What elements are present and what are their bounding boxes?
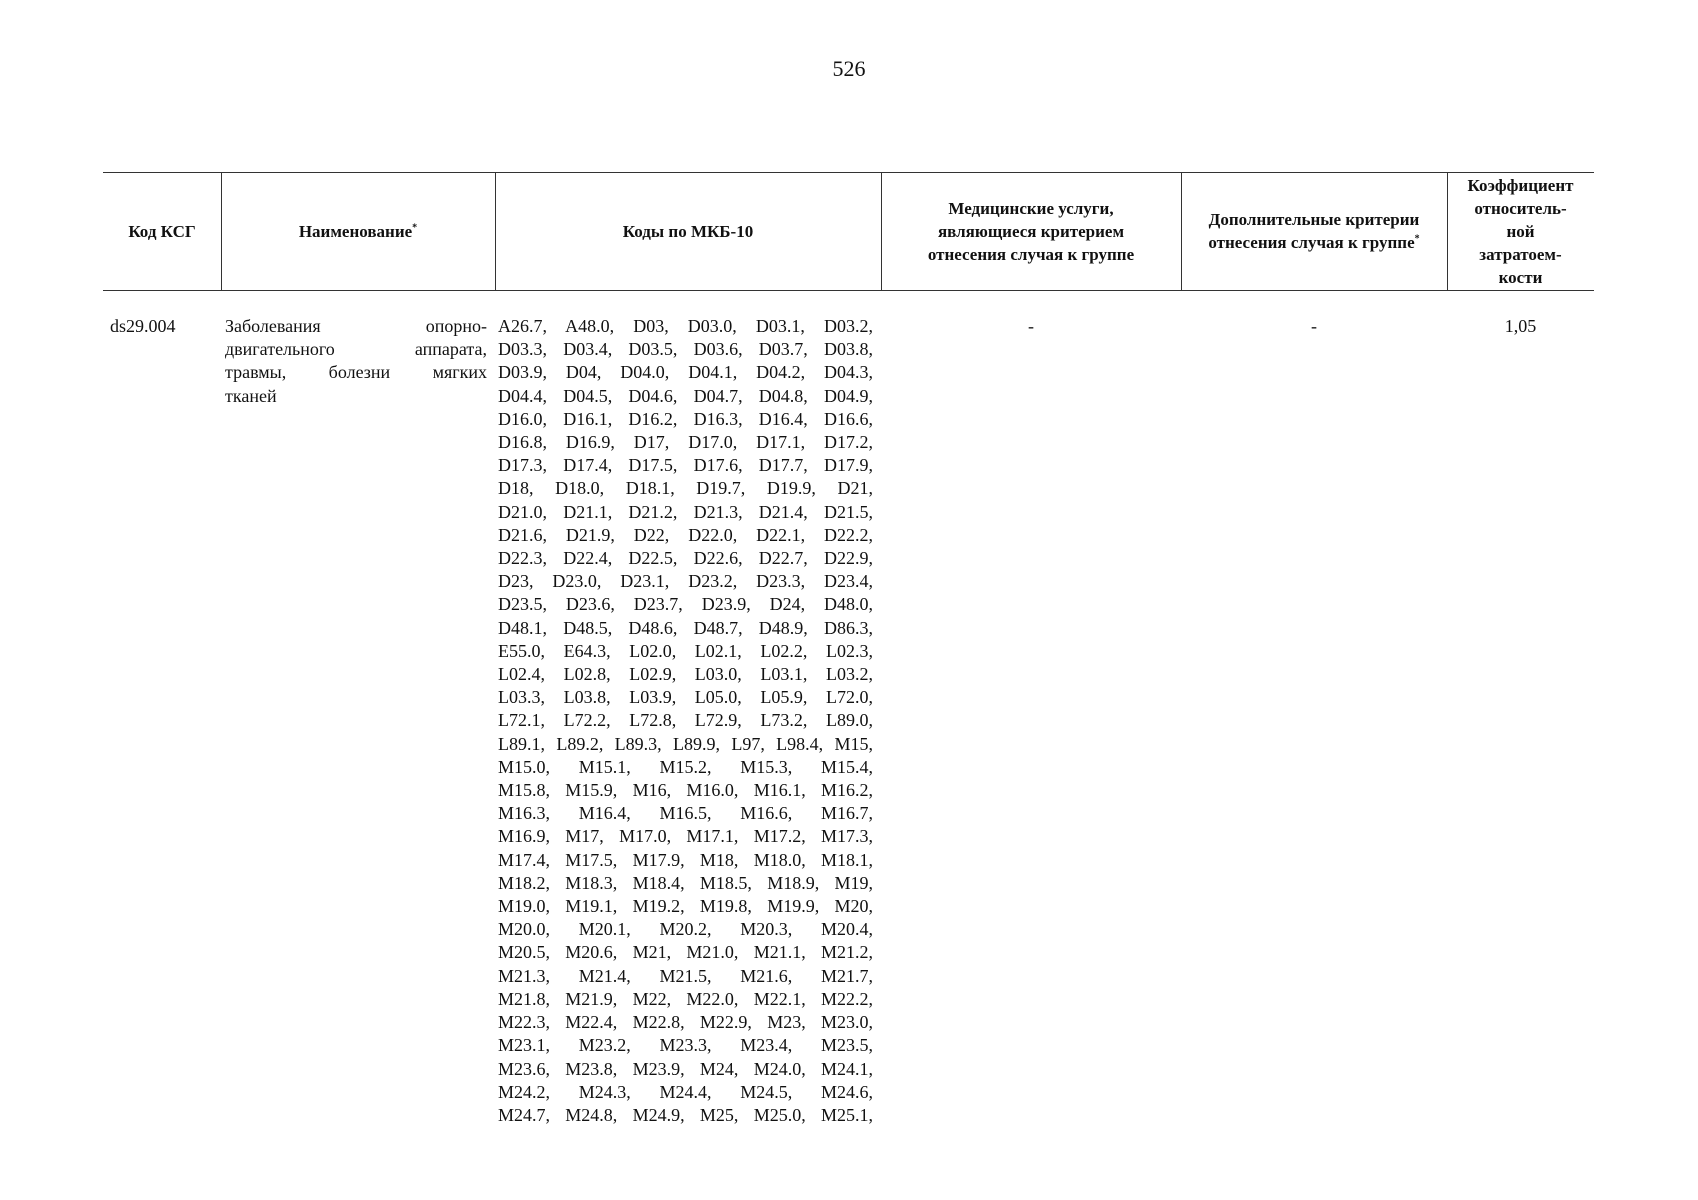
mkb-code-line: M21.3, M21.4, M21.5, M21.6, M21.7, (498, 965, 873, 986)
mkb-code-line: M23.6, M23.8, M23.9, M24, M24.0, M24.1, (498, 1058, 873, 1079)
header-mkb (495, 172, 881, 290)
header-name-label: Наименование* (298, 221, 418, 241)
mkb-code-line: D04.4, D04.5, D04.6, D04.7, D04.8, D04.9, (498, 385, 873, 406)
row-name-line: травмы, болезни мягких (225, 362, 487, 383)
mkb-code-line: D21.6, D21.9, D22, D22.0, D22.1, D22.2, (498, 524, 873, 545)
row-name-line: Заболевания опорно- (225, 316, 487, 336)
row-coefficient: 1,05 (1504, 316, 1537, 336)
mkb-code-line: D17.3, D17.4, D17.5, D17.6, D17.7, D17.9, (498, 455, 873, 476)
row-name (225, 315, 487, 408)
row-mkb-codes (498, 315, 873, 1127)
header-coefficient-label: Коэффициент относитель- ной затратоем- кости (1467, 175, 1574, 287)
header-bottom-rule (103, 290, 1594, 291)
header-code-label: Код КСГ (128, 221, 196, 241)
mkb-code-line: M20.0, M20.1, M20.2, M20.3, M20.4, (498, 919, 873, 940)
mkb-code-line: M16.3, M16.4, M16.5, M16.6, M16.7, (498, 803, 873, 824)
mkb-code-line: D16.8, D16.9, D17, D17.0, D17.1, D17.2, (498, 432, 873, 453)
mkb-code-line: M24.7, M24.8, M24.9, M25, M25.0, M25.1, (498, 1104, 873, 1125)
mkb-code-line: D23, D23.0, D23.1, D23.2, D23.3, D23.4, (498, 571, 873, 592)
header-criteria-label: Дополнительные критерии отнесения случая к группе* (1208, 210, 1420, 252)
header-criteria (1181, 172, 1447, 290)
mkb-code-line: L02.4, L02.8, L02.9, L03.0, L03.1, L03.2, (498, 664, 873, 685)
header-code (103, 172, 221, 290)
mkb-code-line: M21.8, M21.9, M22, M22.0, M22.1, M22.2, (498, 988, 873, 1009)
mkb-code-line: M18.2, M18.3, M18.4, M18.5, M18.9, M19, (498, 872, 873, 893)
mkb-code-line: M19.0, M19.1, M19.2, M19.8, M19.9, M20, (498, 896, 873, 917)
row-medical-services: - (1028, 316, 1034, 336)
header-services (881, 172, 1181, 290)
mkb-code-line: D22.3, D22.4, D22.5, D22.6, D22.7, D22.9, (498, 548, 873, 569)
mkb-code-line: M15.0, M15.1, M15.2, M15.3, M15.4, (498, 756, 873, 777)
mkb-code-line: D03.3, D03.4, D03.5, D03.6, D03.7, D03.8, (498, 339, 873, 360)
row-name-line: тканей (225, 385, 277, 406)
mkb-code-line: D16.0, D16.1, D16.2, D16.3, D16.4, D16.6, (498, 408, 873, 429)
mkb-code-line: L72.1, L72.2, L72.8, L72.9, L73.2, L89.0, (498, 710, 873, 731)
row-additional-criteria: - (1311, 316, 1317, 336)
header-criteria-footnote-mark: * (1414, 233, 1420, 245)
mkb-code-line: D03.9, D04, D04.0, D04.1, D04.2, D04.3, (498, 362, 873, 383)
mkb-code-line: L03.3, L03.8, L03.9, L05.0, L05.9, L72.0, (498, 687, 873, 708)
mkb-code-line: M24.2, M24.3, M24.4, M24.5, M24.6, (498, 1081, 873, 1102)
mkb-code-line: M15.8, M15.9, M16, M16.0, M16.1, M16.2, (498, 780, 873, 801)
header-services-label: Медицинские услуги, являющиеся критерием отнесения случая к группе (927, 198, 1135, 264)
header-name-footnote-mark: * (412, 221, 418, 233)
row-name-line: двигательного аппарата, (225, 339, 487, 360)
mkb-code-line: M17.4, M17.5, M17.9, M18, M18.0, M18.1, (498, 849, 873, 870)
header-mkb-label: Коды по МКБ-10 (622, 221, 754, 241)
mkb-code-line: M20.5, M20.6, M21, M21.0, M21.1, M21.2, (498, 942, 873, 963)
mkb-code-line: A26.7, A48.0, D03, D03.0, D03.1, D03.2, (498, 316, 873, 336)
mkb-code-line: D21.0, D21.1, D21.2, D21.3, D21.4, D21.5, (498, 501, 873, 522)
page-number: 526 (832, 56, 866, 81)
header-coefficient (1447, 172, 1594, 290)
mkb-code-line: D23.5, D23.6, D23.7, D23.9, D24, D48.0, (498, 594, 873, 615)
mkb-code-line: M22.3, M22.4, M22.8, M22.9, M23, M23.0, (498, 1012, 873, 1033)
mkb-code-line: D48.1, D48.5, D48.6, D48.7, D48.9, D86.3, (498, 617, 873, 638)
row-ksg-code: ds29.004 (110, 316, 176, 336)
header-name (221, 172, 495, 290)
mkb-code-line: E55.0, E64.3, L02.0, L02.1, L02.2, L02.3, (498, 640, 873, 661)
mkb-code-line: M23.1, M23.2, M23.3, M23.4, M23.5, (498, 1035, 873, 1056)
mkb-code-line: M16.9, M17, M17.0, M17.1, M17.2, M17.3, (498, 826, 873, 847)
mkb-code-line: L89.1, L89.2, L89.3, L89.9, L97, L98.4, M15, (498, 733, 873, 754)
mkb-code-line: D18, D18.0, D18.1, D19.7, D19.9, D21, (498, 478, 873, 499)
